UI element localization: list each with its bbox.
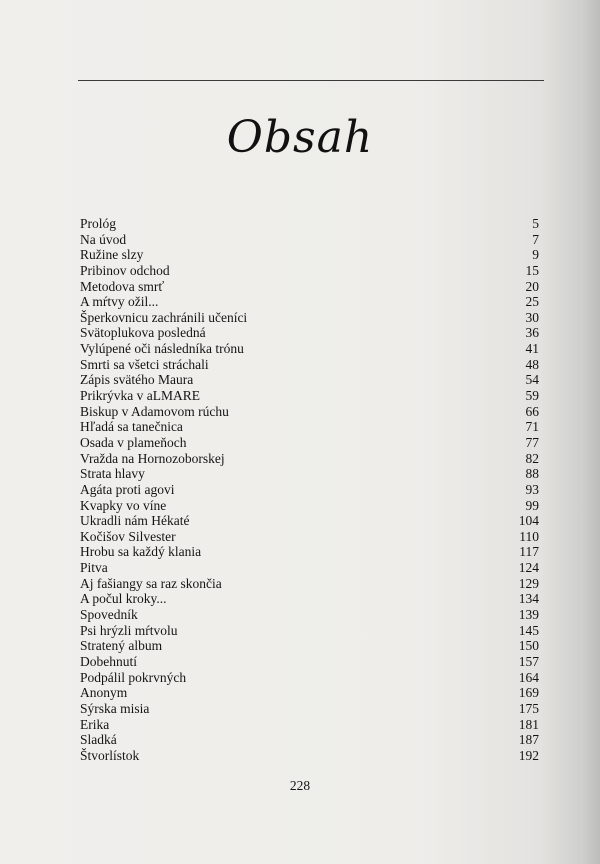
toc-entry-page: 88 xyxy=(525,466,539,482)
toc-entry xyxy=(80,732,539,748)
toc-entry-page: 93 xyxy=(525,481,539,497)
toc-entry-title: Spovedník xyxy=(80,607,138,623)
toc-entry xyxy=(80,247,539,263)
toc-entry-page: 15 xyxy=(525,262,539,278)
page-title: Obsah xyxy=(226,112,374,163)
toc-entry xyxy=(80,748,539,764)
toc-entry xyxy=(80,419,539,435)
toc-entry-title: Prológ xyxy=(80,216,117,231)
toc-entry xyxy=(80,513,539,529)
toc-entry xyxy=(80,404,539,420)
toc-entry-page: 71 xyxy=(525,419,539,435)
toc-entry xyxy=(80,482,539,498)
toc-entry xyxy=(80,638,539,654)
toc-entry-page: 66 xyxy=(525,403,539,419)
toc-entry-title: Metodova smrť xyxy=(80,278,165,294)
toc-entry-title: Na úvod xyxy=(80,231,127,247)
toc-entry-page: 7 xyxy=(532,231,539,247)
toc-entry-page: 59 xyxy=(525,388,539,404)
toc-entry-page: 139 xyxy=(518,607,539,623)
toc-entry-page: 9 xyxy=(532,247,539,263)
toc-entry-title: Ukradli nám Hékaté xyxy=(80,513,190,529)
toc-entry-page: 48 xyxy=(525,356,539,372)
toc-entry-title: Stratený album xyxy=(80,638,163,654)
toc-entry-page: 169 xyxy=(518,685,539,701)
toc-entry-page: 110 xyxy=(519,528,539,544)
toc-entry xyxy=(80,701,539,717)
toc-entry xyxy=(80,372,539,388)
toc-entry-page: 124 xyxy=(518,560,539,576)
page-number: 228 xyxy=(289,778,311,793)
toc-entry-title: Zápis svätého Maura xyxy=(80,372,194,388)
toc-entry-page: 20 xyxy=(525,278,539,294)
toc-entry-title: Strata hlavy xyxy=(80,466,145,482)
toc-entry xyxy=(80,310,539,326)
toc-entry xyxy=(80,685,539,701)
toc-entry xyxy=(80,717,539,733)
toc-entry-page: 5 xyxy=(532,216,539,231)
toc-entry-title: Hľadá sa tanečnica xyxy=(80,419,183,435)
toc-entry-title: Psi hrýzli mŕtvolu xyxy=(80,622,178,638)
toc-entry-title: Vylúpené oči následníka trónu xyxy=(80,341,244,357)
toc-entry-title: Osada v plameňoch xyxy=(80,434,187,450)
toc-entry-title: Pitva xyxy=(80,560,108,576)
toc-entry-page: 145 xyxy=(518,622,539,638)
toc-entry-title: Svätoplukova posledná xyxy=(80,325,206,341)
toc-entry-page: 117 xyxy=(519,544,539,560)
toc-entry-page: 54 xyxy=(525,372,539,388)
toc-entry xyxy=(80,576,539,592)
toc-entry xyxy=(80,498,539,514)
toc-entry xyxy=(80,654,539,670)
toc-entry-page: 181 xyxy=(518,716,539,732)
toc-entry-title: Biskup v Adamovom rúchu xyxy=(80,403,229,419)
toc-entry-page: 36 xyxy=(525,325,539,341)
toc-entry-page: 192 xyxy=(518,747,539,763)
toc-entry xyxy=(80,216,539,232)
toc-entry xyxy=(80,341,539,357)
toc-entry-page: 134 xyxy=(518,591,539,607)
toc-entry xyxy=(80,435,539,451)
toc-entry-title: Vražda na Hornozoborskej xyxy=(80,450,225,466)
toc-entry-title: Agáta proti agovi xyxy=(80,481,175,497)
toc-entry-title: Podpálil pokrvných xyxy=(80,669,187,685)
toc-entry-title: Kočišov Silvester xyxy=(80,528,176,544)
toc-entry-title: Dobehnutí xyxy=(80,653,137,669)
toc-entry-title: Šperkovnicu zachránili učeníci xyxy=(80,309,248,325)
toc-entry-page: 41 xyxy=(525,341,539,357)
toc-entry xyxy=(80,560,539,576)
toc-entry-title: A počul kroky... xyxy=(80,591,167,607)
toc-entry xyxy=(80,388,539,404)
toc-entry-page: 104 xyxy=(518,513,539,529)
toc-entry-page: 25 xyxy=(525,294,539,310)
toc-entry-page: 150 xyxy=(518,638,539,654)
toc-entry-title: Smrti sa všetci stráchali xyxy=(80,356,209,372)
toc-entry xyxy=(80,232,539,248)
toc-entry xyxy=(80,591,539,607)
top-rule xyxy=(78,80,544,81)
toc-entry-title: Kvapky vo víne xyxy=(80,497,167,513)
toc-entry xyxy=(80,466,539,482)
table-of-contents xyxy=(80,216,539,763)
toc-entry-title: Pribinov odchod xyxy=(80,262,170,278)
toc-entry-page: 164 xyxy=(518,669,539,685)
toc-entry xyxy=(80,357,539,373)
toc-entry xyxy=(80,279,539,295)
toc-entry-page: 30 xyxy=(525,309,539,325)
toc-entry xyxy=(80,325,539,341)
toc-entry-title: Štvorlístok xyxy=(80,747,140,763)
toc-entry-title: Ružine slzy xyxy=(80,247,144,263)
toc-entry-page: 175 xyxy=(518,700,539,716)
toc-entry-page: 82 xyxy=(525,450,539,466)
toc-entry xyxy=(80,623,539,639)
toc-entry xyxy=(80,544,539,560)
toc-entry-page: 77 xyxy=(525,434,539,450)
toc-entry xyxy=(80,263,539,279)
toc-entry-title: Hrobu sa každý klania xyxy=(80,544,202,560)
toc-entry xyxy=(80,607,539,623)
toc-entry-title: Prikrývka v aLMARE xyxy=(80,388,200,404)
toc-entry-title: Aj fašiangy sa raz skončia xyxy=(80,575,222,591)
toc-entry-title: A mŕtvy ožil... xyxy=(80,294,159,310)
toc-entry-title: Sladká xyxy=(80,732,117,748)
toc-entry-title: Sýrska misia xyxy=(80,700,150,716)
toc-entry-page: 187 xyxy=(518,732,539,748)
toc-entry xyxy=(80,529,539,545)
toc-entry-page: 157 xyxy=(518,653,539,669)
toc-entry xyxy=(80,294,539,310)
toc-entry xyxy=(80,670,539,686)
toc-entry-title: Anonym xyxy=(80,685,128,701)
toc-entry-title: Erika xyxy=(80,716,110,732)
toc-entry xyxy=(80,451,539,467)
toc-entry-page: 99 xyxy=(525,497,539,513)
toc-entry-page: 129 xyxy=(518,575,539,591)
